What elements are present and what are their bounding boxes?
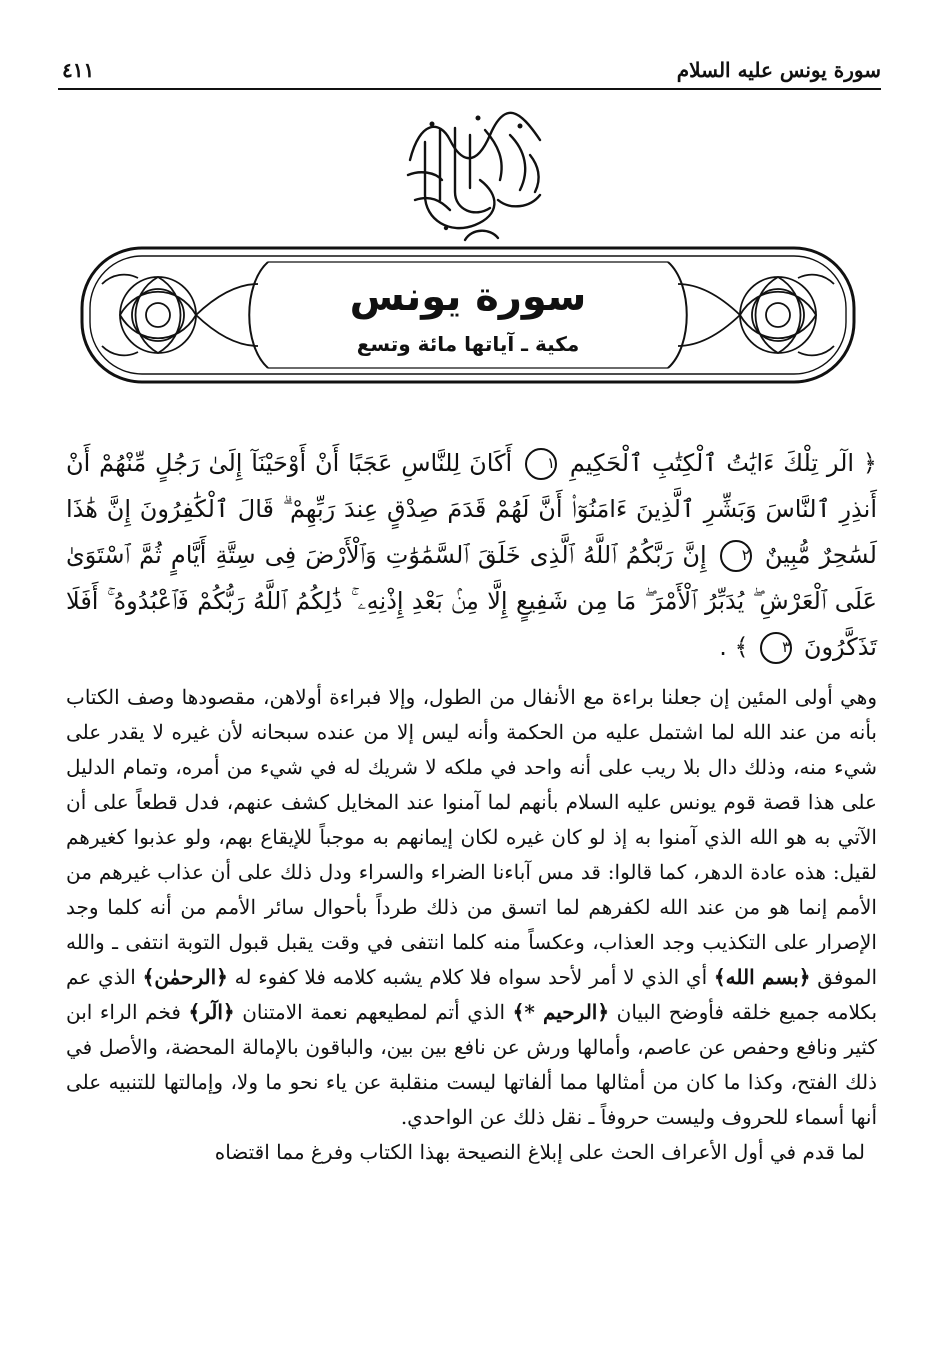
basmala-calligraphy (380, 100, 570, 250)
verse-number-marker: ١ (525, 448, 557, 480)
surah-info: مكية ـ آياتها مائة وتسع (356, 332, 580, 356)
verse-text: إِنَّ رَبَّكُمُ ٱللَّهُ ٱلَّذِى خَلَقَ ٱلسَّمَٰوَٰتِ وَٱلْأَرْضَ فِى سِتَّةِ أَيَّامٍ ثُمَّ ٱسْتَوَىٰ عَلَى ٱلْعَرْشِ ۖ يُدَبِّرُ ٱلْأَمْرَ ۖ مَا مِن شَفِيعٍ إِلَّا مِنۢ بَعْدِ إِذْنِهِۦ ۚ ذَٰلِكُمُ ٱللَّهُ رَبُّكُمْ فَٱعْبُدُوهُ ۚ أَفَلَا تَذَكَّرُونَ (66, 541, 877, 661)
quoted-term: ﴿الرحيم *﴾ (512, 1000, 610, 1024)
commentary-text (66, 680, 877, 1170)
ornate-bracket-open: ﴿ (862, 449, 877, 477)
commentary-text-run: وهي أولى المئين إن جعلنا براءة مع الأنفال من الطول، وإلا فبراءة أولاهن، مقصودها وصف الكتاب بأنه من عند الله لما اشتمل عليه من الحكمة وأنه ليس إلا من عنده سبحانه لأن غيره لا يقدر على شيء منه، وذلك دال بلا ريب على أنه واحد في ملكه لا شريك له في شيء من أمره، وتمام الدليل على هذا قصة قوم يونس عليه السلام بأنهم لما آمنوا عند المخايل كشف عنهم، فدل قطعاً على أن الآتي به هو الله الذي آمنوا به إذ لو كان غيره لكان إيمانهم به موجباً للإيقاع بهم، ولو عذبوا كغيرهم لقيل: هذه عادة الدهر، كما قالوا: قد مس آباءنا الضراء والسراء ودل ذلك على أن عذاب غيرهم من الأمم إنما هو من عند الله لكفرهم لما اتسق من ذلك طرداً بأحوال سائر الأمم من أنه كلما وجد الإصرار على التكذيب وجد العذاب، وعكساً منه كلما انتفى في وقت يقبل قبول التوبة انتفى ـ والله الموفق (66, 685, 878, 989)
verse-text: الٓر تِلْكَ ءَايَٰتُ ٱلْكِتَٰبِ ٱلْحَكِيمِ (569, 449, 855, 477)
surah-name: سورة يونس (349, 274, 587, 320)
header-rule (58, 88, 881, 90)
basmala-graphic (380, 100, 570, 250)
verse-number-marker: ٢ (720, 540, 752, 572)
commentary-text-run: الذي أتم لمطيعهم نعمة الامتنان (242, 1000, 506, 1024)
commentary-text-run: فخم الراء ابن كثير ونافع وحفص عن عاصم، وأمالها ورش عن نافع بين بين، والباقون بالإمالة المحضة، والأصل في ذلك الفتح، وكذا ما كان من أمثالها مما ألفاتها ليست منقلبة عن ياء نحو ما ولا، وإمالتها للتنبيه على أنها أسماء للحروف وليست حروفاً ـ نقل ذلك عن الواحدي. (66, 1000, 877, 1129)
commentary-text-run: الذي عم بكلامه جميع خلقه فأوضح البيان (66, 965, 878, 1024)
surah-title-frame (78, 244, 858, 386)
commentary-text-run: أي الذي لا أمر لأحد سواه فلا كلام يشبه كلامه فلا كفوء له (234, 965, 708, 989)
commentary-paragraph: لما قدم في أول الأعراف الحث على إبلاغ النصيحة بهذا الكتاب وفرغ مما اقتضاه (214, 1140, 865, 1164)
verse-number-marker: ٣ (760, 632, 792, 664)
commentary-paragraph (66, 680, 877, 1135)
ornate-bracket-close: ﴾ . (719, 633, 749, 661)
running-header-title: سورة يونس عليه السلام (676, 58, 881, 82)
running-header (58, 56, 881, 90)
quoted-term: ﴿الرحمٰن﴾ (142, 965, 228, 989)
quran-text (66, 440, 877, 670)
page-number: ٤١١ (62, 58, 95, 82)
verse-text: أَكَانَ لِلنَّاسِ عَجَبًا أَنْ أَوْحَيْنَآ إِلَىٰ رَجُلٍ مِّنْهُمْ أَنْ أَنذِرِ ٱلنَّاسَ وَبَشِّرِ ٱلَّذِينَ ءَامَنُوٓا۟ أَنَّ لَهُمْ قَدَمَ صِدْقٍ عِندَ رَبِّهِمْ ۗ قَالَ ٱلْكَٰفِرُونَ إِنَّ هَٰذَا لَسَٰحِرٌ مُّبِينٌ (66, 449, 877, 569)
quoted-term: ﴿بسم الله﴾ (713, 965, 811, 989)
quoted-term: ﴿الٓر﴾ (188, 1000, 235, 1024)
